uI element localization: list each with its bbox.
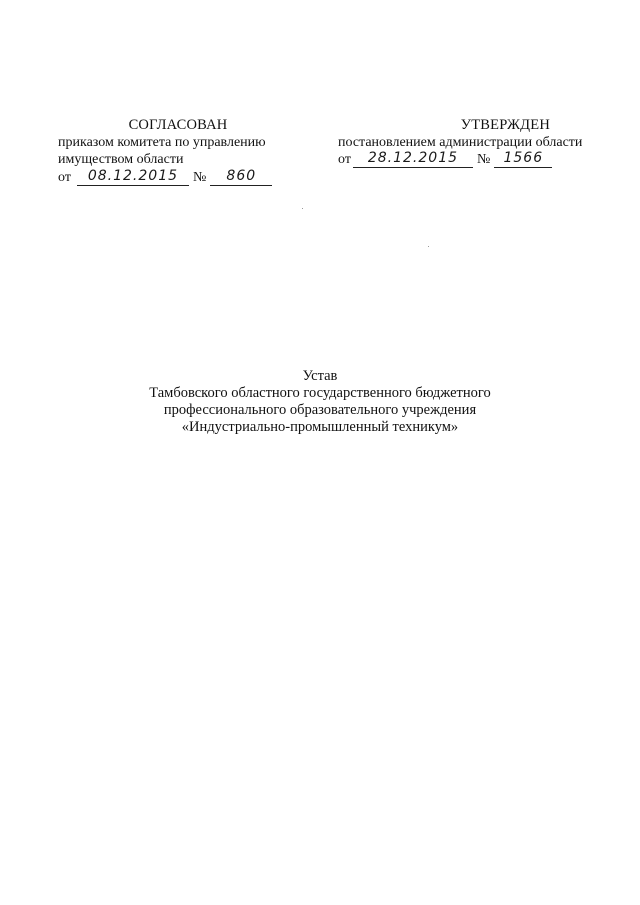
agreed-number-handwritten: 860 [226,168,257,184]
title-line-4: «Индустриально-промышленный техникум» [181,419,459,435]
document-title [0,368,640,436]
agreed-basis-line-1: приказом комитета по управлению [58,135,266,150]
confirmed-date-field [353,151,473,168]
agreed-date-handwritten: 08.12.2015 [87,168,179,184]
confirmed-number-field [494,151,552,168]
confirmed-heading: УТВЕРЖДЕН [460,117,550,133]
title-line-3: профессионального образовательного учреждения [163,402,477,418]
agreed-heading: СОГЛАСОВАН [128,117,228,133]
approval-block-confirmed [338,117,600,168]
agreed-number-field [210,169,272,186]
confirmed-number-label: № [476,152,491,167]
scan-speck [302,208,303,209]
confirmed-number-handwritten: 1566 [503,150,544,166]
agreed-date-field [77,169,189,186]
confirmed-date-handwritten: 28.12.2015 [367,150,459,166]
agreed-basis-line-2: имуществом области [58,152,184,167]
agreed-number-label: № [192,170,207,185]
confirmed-date-row [338,151,600,168]
title-line-2: Тамбовского областного государственного бюджетного [149,385,491,401]
approval-block-agreed [58,117,298,186]
confirmed-date-prefix: от [338,152,351,167]
confirmed-basis-line-1: постановлением администрации области [338,135,583,150]
agreed-date-row [58,169,298,186]
title-line-1: Устав [302,368,338,384]
scan-speck [428,246,429,247]
agreed-date-prefix: от [58,170,71,185]
